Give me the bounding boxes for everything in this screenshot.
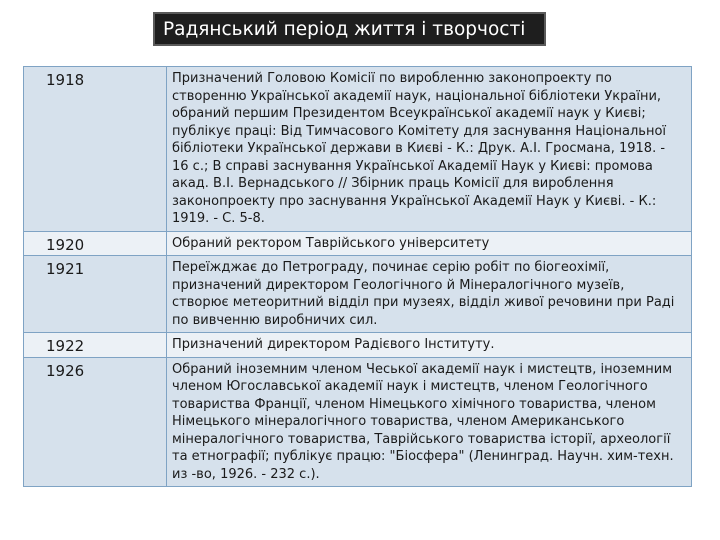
table-row bbox=[24, 256, 692, 333]
year-cell: 1921 bbox=[24, 256, 167, 333]
timeline-table bbox=[23, 66, 692, 487]
year-cell: 1918 bbox=[24, 67, 167, 232]
description-cell: Переїжджає до Петрограду, починає серію робіт по біогеохімії, призначений директором Геологічного й Мінералогічного музеїв, створює метеоритний відділ при музеях, відділ живої речовини при Раді по вивченню виробничих сил. bbox=[167, 256, 692, 333]
year-cell: 1926 bbox=[24, 357, 167, 487]
description-cell: Призначений Головою Комісії по виробленню законопроекту по створенню Української академії наук, національної бібліотеки України, обраний першим Президентом Всеукраїнської академії наук у Києві; публікує праці: Від Тимчасового Комітету для заснування Національної бібліотеки Української держави в Києві - К.: Друк. А.І. Гросмана, 1918. - 16 с.; В справі заснування Української Академії Наук у Києві: промова акад. В.І. Вернадського // Збірник праць Комісії для вироблення законопроекту про заснування Української Академії Наук у Києві. - К.: 1919. - С. 5-8. bbox=[167, 67, 692, 232]
table-row bbox=[24, 67, 692, 232]
table-row bbox=[24, 333, 692, 358]
year-cell: 1920 bbox=[24, 231, 167, 256]
table-row bbox=[24, 231, 692, 256]
description-cell: Обраний іноземним членом Чеської академії наук і мистецтв, іноземним членом Югославської академії наук і мистецтв, членом Геологічного товариства Франції, членом Німецького хімічного товариства, членом Німецького мінералогічного товариства, членом Американського мінералогічного товариства, Таврійського товариства історії, археології та етнографії; публікує працю: "Біосфера" (Ленинград. Научн. хим-техн. из -во, 1926. - 232 с.). bbox=[167, 357, 692, 487]
slide-title: Радянський період життя і творчості bbox=[153, 12, 546, 46]
year-cell: 1922 bbox=[24, 333, 167, 358]
table-row bbox=[24, 357, 692, 487]
description-cell: Обраний ректором Таврійського університету bbox=[167, 231, 692, 256]
description-cell: Призначений директором Радієвого Інституту. bbox=[167, 333, 692, 358]
